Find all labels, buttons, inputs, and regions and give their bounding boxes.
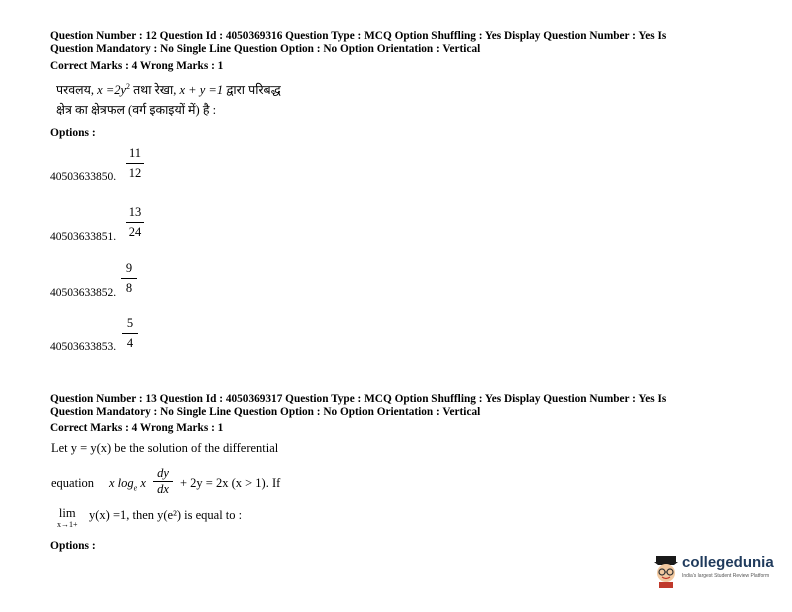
q13-options-label: Options : bbox=[50, 540, 96, 552]
q12-header-line1: Question Number : 12 Question Id : 4050369316 Question Type : MCQ Option Shuffling : Yes Display Question Number : Yes Is bbox=[50, 30, 667, 42]
logo-wordmark: collegedunia bbox=[682, 554, 774, 571]
fraction-bar bbox=[122, 333, 138, 334]
q13-question-line3: y(x) =1, then y(e²) is equal to : bbox=[89, 508, 243, 522]
q13-marks: Correct Marks : 4 Wrong Marks : 1 bbox=[50, 422, 224, 434]
q13-header-line1: Question Number : 13 Question Id : 4050369317 Question Type : MCQ Option Shuffling : Yes Display Question Number : Yes Is bbox=[50, 393, 667, 405]
fraction-bar bbox=[126, 163, 144, 164]
q12-option2-fraction bbox=[124, 205, 146, 240]
q12-math-sup: 2 bbox=[126, 81, 131, 91]
q12-option3-id[interactable]: 40503633852. bbox=[50, 287, 117, 299]
q12-option4-id[interactable]: 40503633853. bbox=[50, 341, 117, 353]
q13-eq-x: x bbox=[137, 476, 146, 490]
q12-options-label: Options : bbox=[50, 127, 96, 139]
logo-tagline: India's largest Student Review Platform bbox=[682, 573, 770, 579]
q13-eq-log: x log bbox=[109, 476, 134, 490]
fraction-bar bbox=[126, 222, 144, 223]
collegedunia-logo bbox=[652, 554, 777, 590]
q12-text-part: तथा रेखा, bbox=[130, 83, 180, 97]
q12-question-line2: क्षेत्र का क्षेत्रफल (वर्ग इकाइयों में) है : bbox=[56, 103, 217, 117]
q13-limit bbox=[57, 506, 78, 529]
q12-option1-id[interactable]: 40503633850. bbox=[50, 171, 117, 183]
q13-eq-part-a bbox=[109, 476, 146, 493]
q12-text-part: परवलय, bbox=[56, 83, 98, 97]
fraction-denominator: 4 bbox=[126, 336, 134, 350]
q12-option4-fraction bbox=[120, 316, 140, 351]
mascot-icon bbox=[652, 554, 680, 588]
fraction-numerator: 9 bbox=[125, 261, 133, 275]
fraction-bar bbox=[121, 278, 137, 279]
q12-header-line2: Question Mandatory : No Single Line Question Option : No Option Orientation : Vertical bbox=[50, 43, 481, 55]
fraction-numerator: 5 bbox=[126, 316, 134, 330]
fraction-numerator: dy bbox=[157, 466, 169, 480]
q13-lim-subscript: x→1+ bbox=[57, 520, 78, 529]
q12-option3-fraction bbox=[119, 261, 139, 296]
fraction-denominator: 12 bbox=[128, 166, 142, 180]
q12-question-line1 bbox=[56, 81, 281, 98]
q12-math-parabola: x =2y bbox=[97, 83, 127, 97]
fraction-denominator: dx bbox=[157, 482, 169, 496]
q13-eq-part-c: + 2y = 2x (x > 1). If bbox=[180, 476, 281, 490]
q12-text-part: द्वारा परिबद्ध bbox=[223, 83, 281, 97]
q13-derivative-fraction bbox=[151, 466, 175, 497]
q13-eq-word: equation bbox=[51, 476, 95, 490]
fraction-denominator: 24 bbox=[128, 225, 142, 239]
fraction-numerator: 13 bbox=[128, 205, 142, 219]
q13-lim-word: lim bbox=[58, 506, 76, 520]
q12-math-line: x + y =1 bbox=[179, 83, 224, 97]
q13-header-line2: Question Mandatory : No Single Line Question Option : No Option Orientation : Vertical bbox=[50, 406, 481, 418]
q13-eq-log-base: e bbox=[133, 483, 138, 493]
fraction-numerator: 11 bbox=[128, 146, 142, 160]
q12-option2-id[interactable]: 40503633851. bbox=[50, 231, 117, 243]
fraction-denominator: 8 bbox=[125, 281, 133, 295]
q12-option1-fraction bbox=[124, 146, 146, 181]
q12-marks: Correct Marks : 4 Wrong Marks : 1 bbox=[50, 60, 224, 72]
q13-question-line1: Let y = y(x) be the solution of the differential bbox=[51, 441, 279, 455]
